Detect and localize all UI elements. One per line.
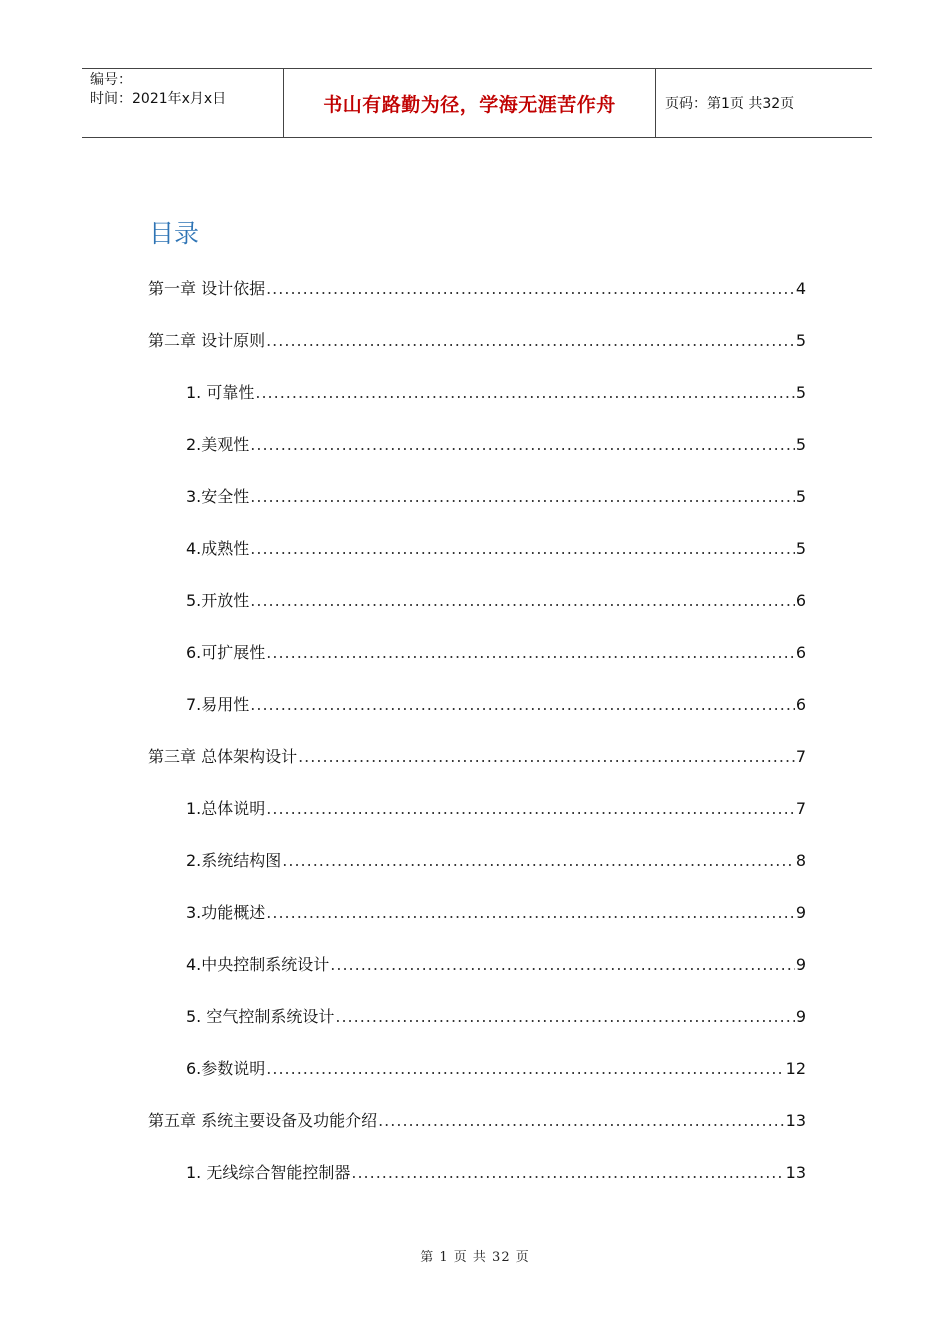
toc-entry-page: 13 — [785, 1111, 806, 1130]
toc-entry-label: 第二章 设计原则 — [148, 331, 266, 350]
document-header — [82, 68, 872, 138]
toc-dot-leader — [250, 591, 795, 610]
toc-entry[interactable] — [186, 848, 806, 870]
toc-entry-label: 5. 空气控制系统设计 — [186, 1007, 335, 1026]
toc-entry-page: 5 — [795, 487, 806, 506]
toc-entry[interactable] — [148, 744, 806, 766]
toc-entry-label: 5.开放性 — [186, 591, 250, 610]
toc-entry-page: 4 — [795, 279, 806, 298]
toc-dot-leader — [335, 1007, 794, 1026]
toc-entry[interactable] — [186, 588, 806, 610]
toc-dot-leader — [250, 695, 795, 714]
toc-dot-leader — [266, 903, 795, 922]
toc-dot-leader — [351, 1163, 784, 1182]
toc-entry-label: 6.参数说明 — [186, 1059, 266, 1078]
toc-dot-leader — [250, 539, 795, 558]
toc-entry-page: 6 — [795, 695, 806, 714]
header-motto-cell — [284, 69, 656, 137]
toc-entry[interactable] — [186, 432, 806, 454]
toc-entry-label: 2.系统结构图 — [186, 851, 282, 870]
page-info-text: 页码：第1页 共32页 — [665, 96, 795, 112]
time-label: 时间：2021年x月x日 — [90, 91, 227, 107]
toc-entry[interactable] — [186, 1160, 806, 1182]
toc-dot-leader — [255, 383, 794, 402]
toc-dot-leader — [266, 1059, 784, 1078]
toc-entry-page: 5 — [795, 331, 806, 350]
toc-dot-leader — [378, 1111, 785, 1130]
toc-entry-label: 4.中央控制系统设计 — [186, 955, 330, 974]
toc-title: 目录 — [149, 219, 200, 248]
toc-dot-leader — [250, 435, 795, 454]
page-footer: 第 1 页 共 32 页 — [420, 1250, 530, 1265]
toc-entry-label: 第一章 设计依据 — [148, 279, 266, 298]
toc-entry-page: 13 — [785, 1163, 806, 1182]
toc-entry-page: 9 — [795, 955, 806, 974]
toc-dot-leader — [250, 487, 795, 506]
toc-dot-leader — [330, 955, 795, 974]
toc-entry[interactable] — [148, 1108, 806, 1130]
toc-dot-leader — [282, 851, 795, 870]
toc-entry-label: 1.总体说明 — [186, 799, 266, 818]
toc-entry[interactable] — [186, 952, 806, 974]
toc-entry-page: 12 — [785, 1059, 806, 1078]
toc-entry[interactable] — [186, 640, 806, 662]
toc-dot-leader — [266, 799, 795, 818]
toc-entry-label: 2.美观性 — [186, 435, 250, 454]
toc-entry-label: 第三章 总体架构设计 — [148, 747, 298, 766]
toc-entry-label: 1. 可靠性 — [186, 383, 255, 402]
toc-entry-page: 5 — [795, 435, 806, 454]
toc-entry-label: 3.安全性 — [186, 487, 250, 506]
toc-entry-label: 3.功能概述 — [186, 903, 266, 922]
toc-entry-label: 7.易用性 — [186, 695, 250, 714]
toc-entry-page: 6 — [795, 643, 806, 662]
toc-dot-leader — [266, 331, 795, 350]
toc-entry-page: 8 — [795, 851, 806, 870]
toc-entry-label: 6.可扩展性 — [186, 643, 266, 662]
toc-entry-page: 5 — [795, 383, 806, 402]
toc-entry[interactable] — [186, 380, 806, 402]
toc-entry[interactable] — [186, 484, 806, 506]
toc-entry[interactable] — [186, 1004, 806, 1026]
toc-dot-leader — [298, 747, 795, 766]
toc-entry-label: 1. 无线综合智能控制器 — [186, 1163, 351, 1182]
header-page-info — [656, 69, 872, 137]
toc-entry-page: 7 — [795, 799, 806, 818]
header-meta — [82, 69, 284, 137]
toc-entry-page: 7 — [795, 747, 806, 766]
toc-entry-label: 第五章 系统主要设备及功能介绍 — [148, 1111, 378, 1130]
toc-entry-page: 6 — [795, 591, 806, 610]
toc-entry[interactable] — [186, 1056, 806, 1078]
toc-entry-page: 9 — [795, 1007, 806, 1026]
toc-entry[interactable] — [186, 536, 806, 558]
toc-entry-page: 9 — [795, 903, 806, 922]
toc-dot-leader — [266, 643, 795, 662]
motto-text: 书山有路勤为径，学海无涯苦作舟 — [323, 93, 616, 116]
toc-entry[interactable] — [186, 900, 806, 922]
number-label: 编号： — [90, 72, 132, 88]
toc-entry-label: 4.成熟性 — [186, 539, 250, 558]
toc-entry-page: 5 — [795, 539, 806, 558]
toc-entry[interactable] — [148, 276, 806, 298]
toc-entry[interactable] — [148, 328, 806, 350]
toc-dot-leader — [266, 279, 795, 298]
toc-entry[interactable] — [186, 692, 806, 714]
toc-entry[interactable] — [186, 796, 806, 818]
